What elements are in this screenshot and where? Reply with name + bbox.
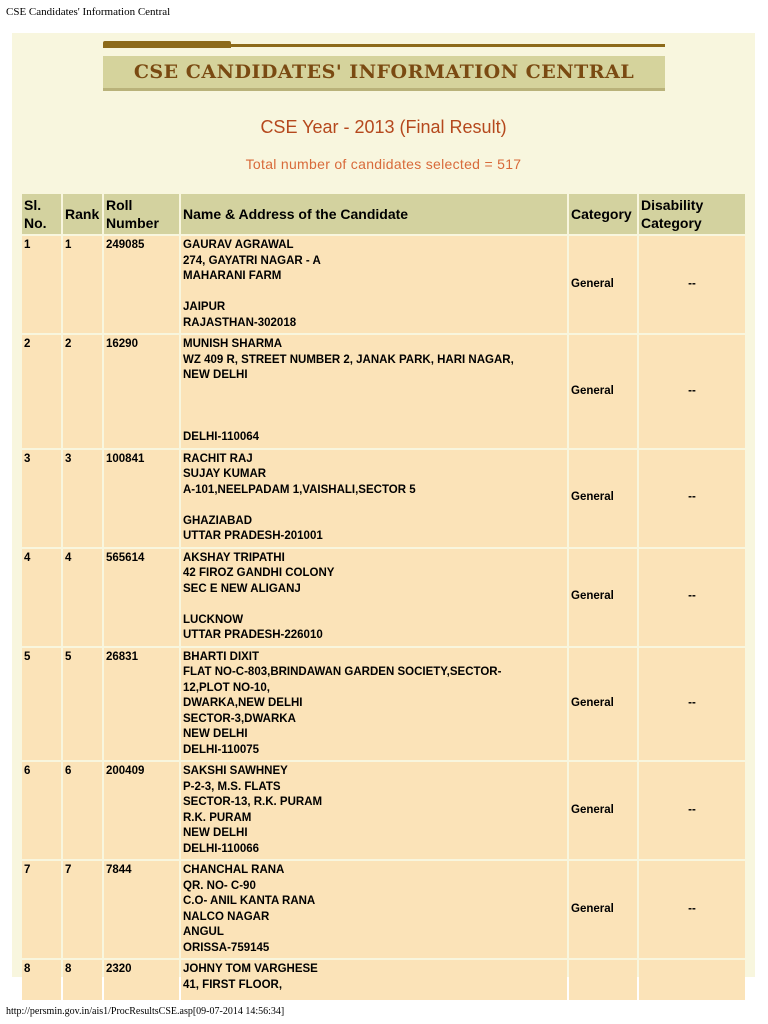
cell-sl-no: 4 [22,549,61,646]
address-line: SUJAY KUMAR [183,468,267,480]
address-line [183,399,565,415]
address-line: R.K. PURAM [183,811,252,824]
cell-disability-category: -- [639,549,745,646]
address-line: NEW DELHI [183,369,248,381]
table-row [22,450,745,547]
cell-name-address [181,960,567,1000]
cell-sl-no: 3 [22,450,61,547]
address-line: ORISSA-759145 [183,941,270,954]
address-line: NALCO NAGAR [183,910,270,923]
candidate-name: AKSHAY TRIPATHI [183,551,285,564]
address-line: SECTOR-13, R.K. PURAM [183,796,323,808]
candidate-name: CHANCHAL RANA [183,864,285,876]
candidate-name: BHARTI DIXIT [183,650,260,663]
table-row [22,335,745,448]
address-line: GHAZIABAD [183,514,252,527]
address-line: 12,PLOT NO-10, [183,681,270,694]
cell-name-address [181,450,567,547]
table-row [22,549,745,646]
cell-category: General [569,762,637,859]
cell-rank: 8 [63,960,102,1000]
cell-sl-no: 2 [22,335,61,448]
address-line: FLAT NO-C-803,BRINDAWAN GARDEN SOCIETY,SECTOR- [183,666,502,678]
header-disability-category: Disability Category [639,194,745,234]
address-line: C.O- ANIL KANTA RANA [183,895,316,907]
cell-category: General [569,450,637,547]
cell-category [569,960,637,1000]
cell-disability-category [639,960,745,1000]
address-line: P-2-3, M.S. FLATS [183,780,281,793]
cell-rank: 7 [63,861,102,958]
cell-rank: 3 [63,450,102,547]
cell-name-address [181,549,567,646]
cell-rank: 4 [63,549,102,646]
header-sl-no: Sl. No. [22,194,61,234]
address-line: QR. NO- C-90 [183,879,256,892]
address-line: NEW DELHI [183,827,248,839]
table-row [22,236,745,333]
table-row [22,960,745,1000]
address-line: RAJASTHAN-302018 [183,316,297,329]
cell-rank: 6 [63,762,102,859]
table-row [22,762,745,859]
cell-category: General [569,335,637,448]
cell-roll-number: 100841 [104,450,179,547]
cell-category: General [569,861,637,958]
candidate-name: GAURAV AGRAWAL [183,239,294,251]
candidate-name: JOHNY TOM VARGHESE [183,963,318,975]
cell-category: General [569,549,637,646]
cell-disability-category: -- [639,335,745,448]
candidate-name: SAKSHI SAWHNEY [183,765,288,777]
address-line: DWARKA,NEW DELHI [183,697,303,709]
address-line [183,597,565,613]
print-footer-url: http://persmin.gov.in/ais1/ProcResultsCSE.asp[09-07-2014 14:56:34] [6,1006,285,1017]
address-line: MAHARANI FARM [183,270,282,282]
address-line [183,384,565,400]
table-row [22,861,745,958]
content-panel [12,33,755,991]
cell-disability-category: -- [639,236,745,333]
cell-name-address [181,335,567,448]
header-roll-number: Roll Number [104,194,179,234]
cell-disability-category: -- [639,450,745,547]
address-line: SECTOR-3,DWARKA [183,712,296,725]
address-line [183,498,565,514]
address-line: WZ 409 R, STREET NUMBER 2, JANAK PARK, HARI NAGAR, [183,353,514,366]
cell-disability-category: -- [639,861,745,958]
total-selected: Total number of candidates selected = 517 [245,156,522,172]
cell-roll-number: 249085 [104,236,179,333]
cell-category: General [569,236,637,333]
address-line [183,285,565,301]
table-header-row [22,194,745,234]
candidate-name: RACHIT RAJ [183,452,253,465]
cell-roll-number: 16290 [104,335,179,448]
address-line: DELHI-110066 [183,842,260,855]
header-category: Category [569,194,637,234]
cell-roll-number: 26831 [104,648,179,761]
site-title: CSE CANDIDATES' INFORMATION CENTRAL [133,61,635,83]
cell-name-address [181,236,567,333]
address-line: JAIPUR [183,301,226,313]
cell-name-address [181,861,567,958]
address-line: LUCKNOW [183,613,244,626]
cell-name-address [181,762,567,859]
cell-sl-no: 7 [22,861,61,958]
result-title: CSE Year - 2013 (Final Result) [260,117,507,137]
address-line: UTTAR PRADESH-201001 [183,530,323,542]
address-line: DELHI-110064 [183,431,260,443]
banner-accent-tab [103,41,231,48]
site-banner [103,56,665,91]
cell-rank: 2 [63,335,102,448]
header-name-address: Name & Address of the Candidate [181,194,567,234]
cell-sl-no: 6 [22,762,61,859]
table-row [22,648,745,761]
cell-name-address [181,648,567,761]
cell-roll-number: 565614 [104,549,179,646]
cell-rank: 5 [63,648,102,761]
cell-sl-no: 1 [22,236,61,333]
cell-sl-no: 5 [22,648,61,761]
candidate-name: MUNISH SHARMA [183,338,283,350]
address-line: UTTAR PRADESH-226010 [183,629,323,641]
address-line: 42 FIROZ GANDHI COLONY [183,567,335,579]
cell-rank: 1 [63,236,102,333]
cell-roll-number: 2320 [104,960,179,1000]
cell-disability-category: -- [639,762,745,859]
address-line [183,415,565,431]
address-line: SEC E NEW ALIGANJ [183,582,301,595]
header-rank: Rank [63,194,102,234]
address-line: ANGUL [183,926,224,938]
cell-roll-number: 200409 [104,762,179,859]
cell-category: General [569,648,637,761]
results-table [20,192,747,1002]
address-line: NEW DELHI [183,728,248,740]
address-line: 41, FIRST FLOOR, [183,978,283,991]
cell-roll-number: 7844 [104,861,179,958]
address-line: DELHI-110075 [183,743,260,756]
print-header: CSE Candidates' Information Central [6,6,171,18]
address-line: 274, GAYATRI NAGAR - A [183,254,321,267]
address-line: A-101,NEELPADAM 1,VAISHALI,SECTOR 5 [183,483,416,496]
cell-sl-no: 8 [22,960,61,1000]
cell-disability-category: -- [639,648,745,761]
